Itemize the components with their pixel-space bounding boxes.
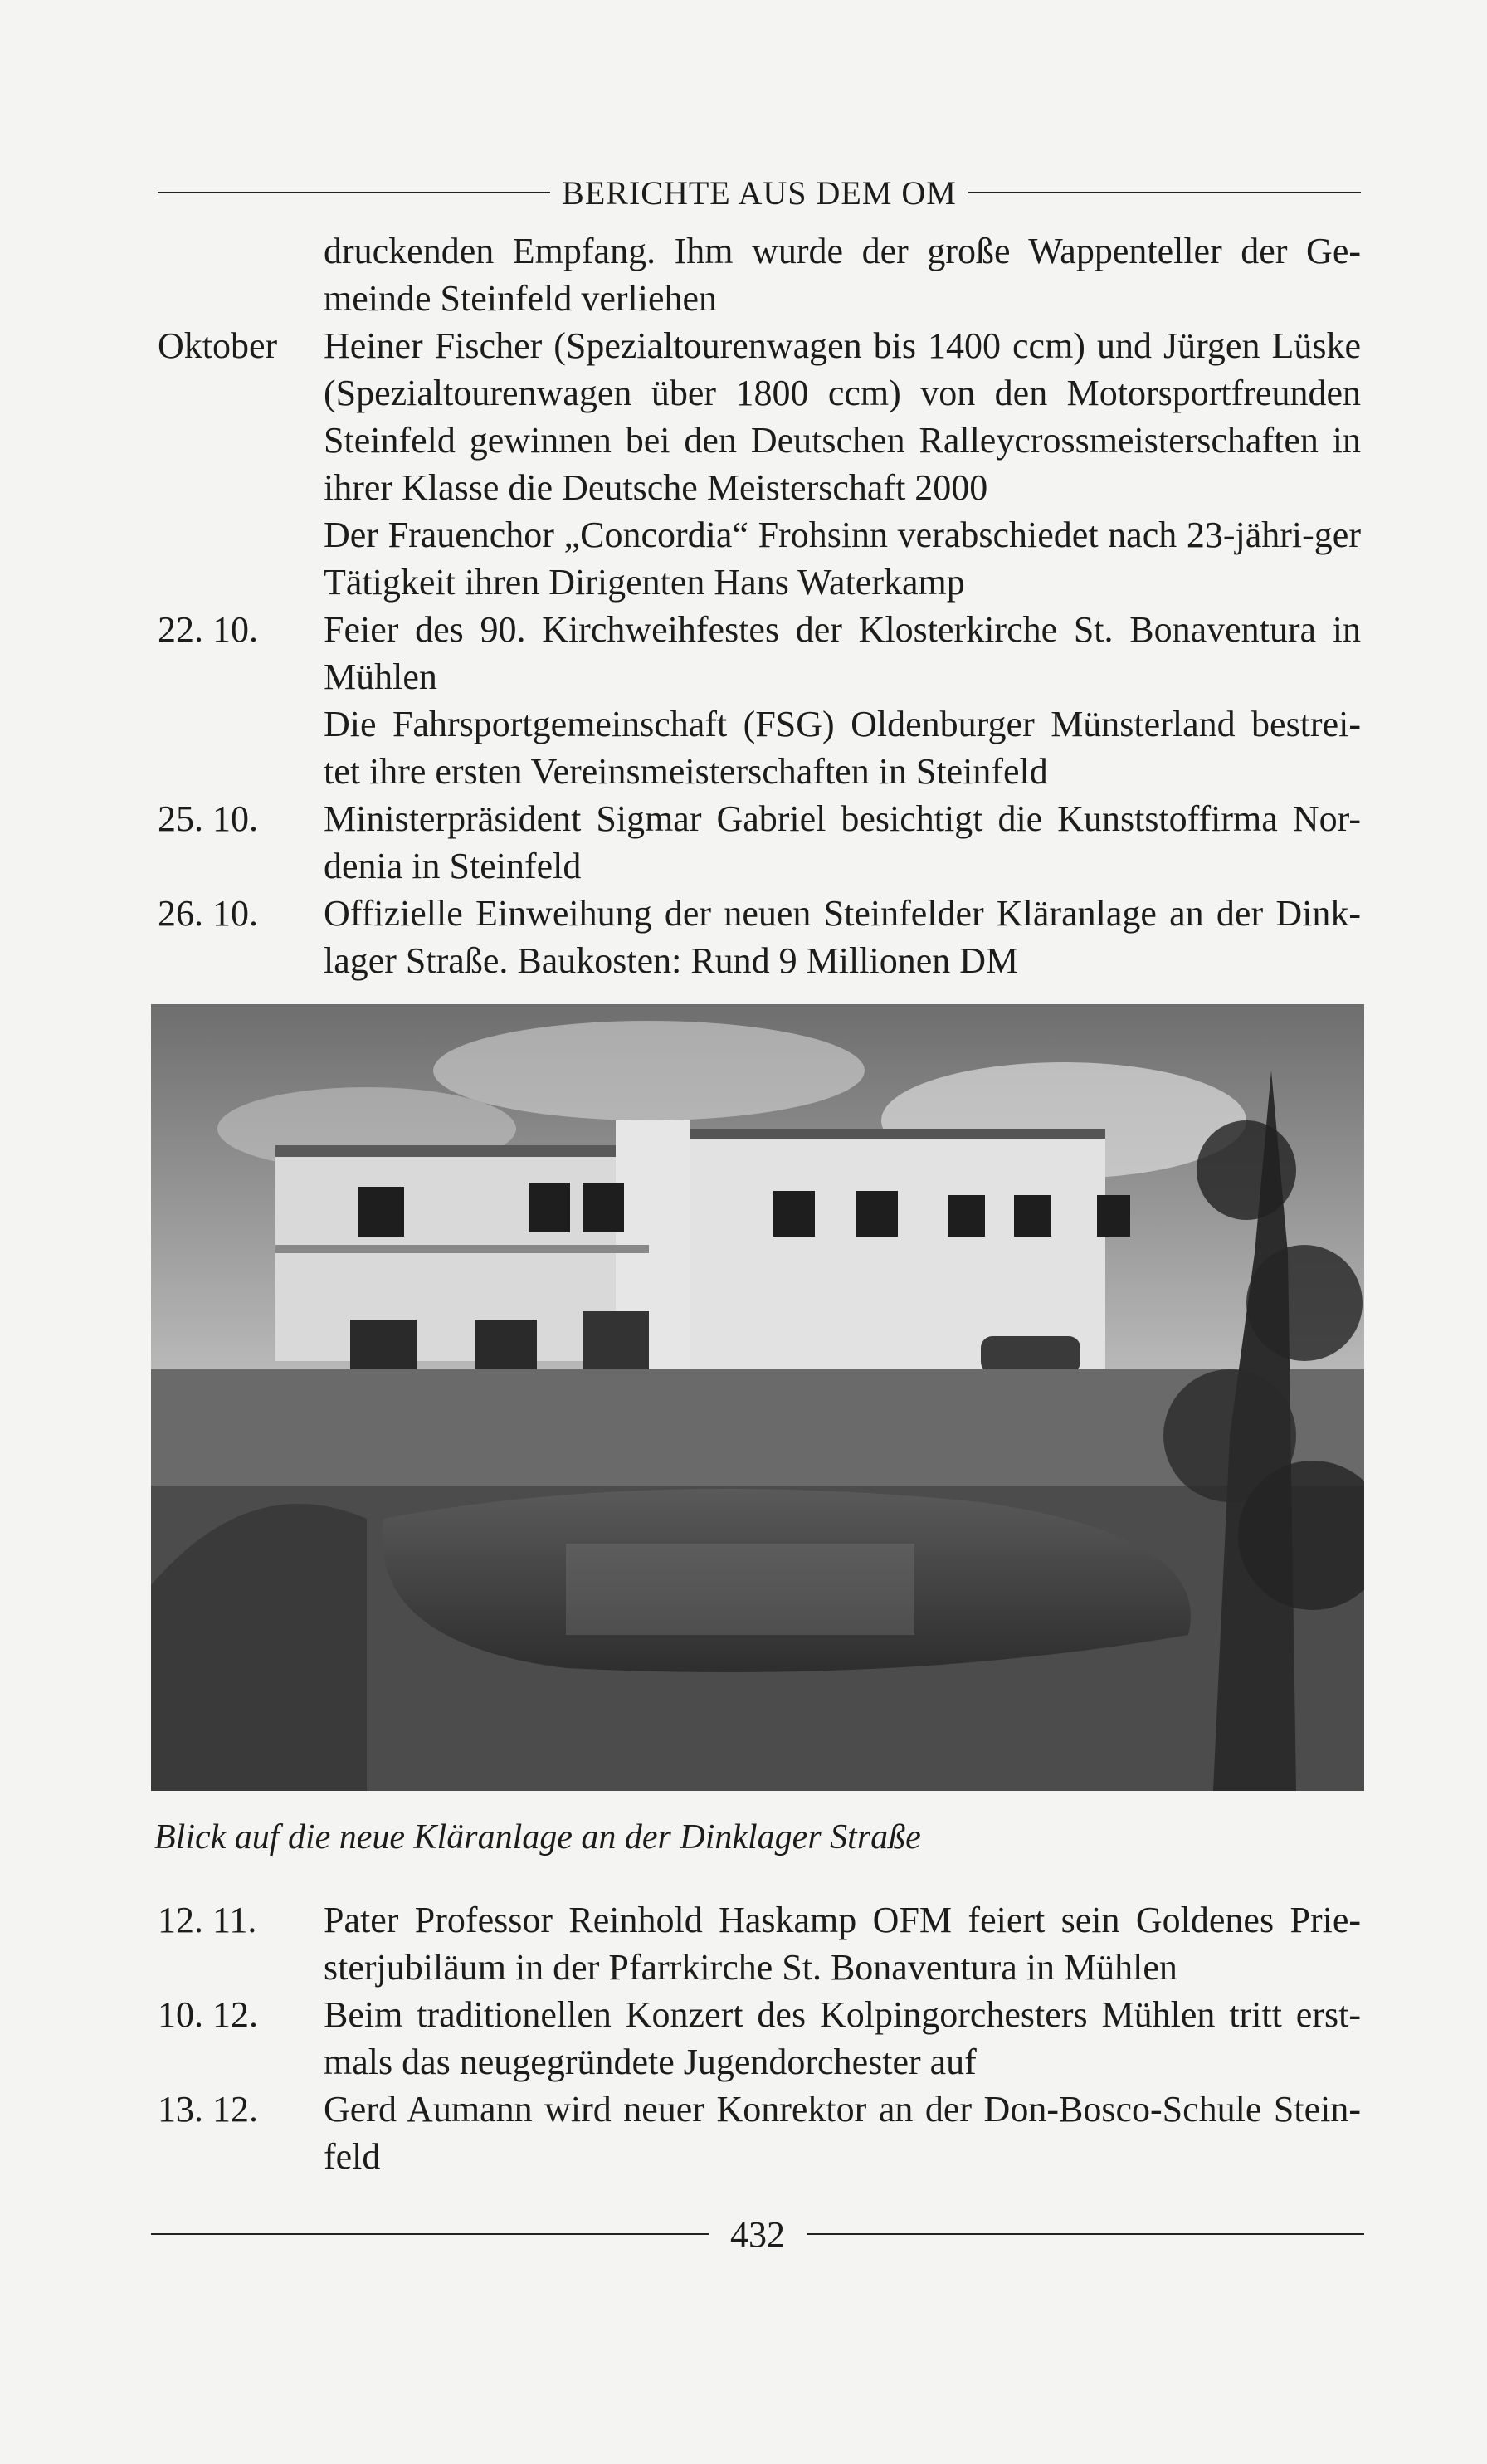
chronicle-entry (158, 700, 1361, 795)
entry-text: Pater Professor Reinhold Haskamp OFM feiert sein Goldenes Prie-sterjubiläum in der Pfarrkirche St. Bonaventura in Mühlen (324, 1900, 1361, 1988)
chronicle-entries-top (158, 227, 1361, 984)
chronicle-entry (158, 322, 1361, 511)
entry-date: 25. 10. (158, 798, 258, 839)
entry-text: Die Fahrsportgemeinschaft (FSG) Oldenburger Münsterland bestrei-tet ihre ersten Vereinsmeisterschaften in Steinfeld (324, 704, 1361, 792)
entry-date: 12. 11. (158, 1900, 257, 1940)
chronicle-entry (158, 795, 1361, 890)
chronicle-entry (158, 1991, 1361, 2086)
entry-date: 13. 12. (158, 2089, 258, 2130)
footer-rule-left (151, 2233, 709, 2235)
chronicle-entry (158, 890, 1361, 984)
entry-date: 22. 10. (158, 609, 258, 650)
entry-date (158, 227, 324, 322)
entry-date: Oktober (158, 325, 278, 366)
header-rule-right (968, 192, 1361, 193)
photo-building-pond-icon (151, 1004, 1364, 1791)
page-number: 432 (730, 2213, 785, 2255)
entry-text: Offizielle Einweihung der neuen Steinfelder Kläranlage an der Dink-lager Straße. Baukosten: Rund 9 Millionen DM (324, 893, 1361, 981)
entry-text: Der Frauenchor „Concordia“ Frohsinn verabschiedet nach 23-jähri-ger Tätigkeit ihren Dirigenten Hans Waterkamp (324, 515, 1361, 603)
entry-text: Feier des 90. Kirchweihfestes der Klosterkirche St. Bonaventura in Mühlen (324, 609, 1361, 697)
photo-caption: Blick auf die neue Kläranlage an der Dinklager Straße (154, 1818, 921, 1857)
photo-sewage-plant (151, 1004, 1364, 1791)
entry-text: Ministerpräsident Sigmar Gabriel besichtigt die Kunststoffirma Nor-denia in Steinfeld (324, 798, 1361, 886)
chronicle-entry (158, 511, 1361, 606)
chronicle-entry (158, 2086, 1361, 2180)
entry-date: 26. 10. (158, 893, 258, 934)
entry-text: druckenden Empfang. Ihm wurde der große Wappenteller der Ge-meinde Steinfeld verliehen (324, 231, 1361, 319)
chronicle-entry (158, 1896, 1361, 1991)
chronicle-entries-bottom (158, 1896, 1361, 2180)
page-footer (151, 2208, 1364, 2261)
entry-date: 10. 12. (158, 1994, 258, 2035)
entry-date (158, 511, 324, 606)
footer-rule-right (807, 2233, 1364, 2235)
running-header-title: BERICHTE AUS DEM OM (562, 173, 957, 212)
chronicle-entry (158, 227, 1361, 322)
entry-date (158, 700, 324, 795)
chronicle-entry (158, 606, 1361, 700)
entry-text: Heiner Fischer (Spezialtourenwagen bis 1400 ccm) und Jürgen Lüske (Spezialtourenwagen über 1800 ccm) von den Motorsportfreunden Steinfeld gewinnen bei den Deutschen Ralleycrossmeisterschaften in ihrer Klasse die Deutsche Meisterschaft 2000 (324, 325, 1361, 508)
entry-text: Gerd Aumann wird neuer Konrektor an der Don-Bosco-Schule Stein-feld (324, 2089, 1361, 2177)
entry-text: Beim traditionellen Konzert des Kolpingorchesters Mühlen tritt erst-mals das neugegründete Jugendorchester auf (324, 1994, 1361, 2082)
header-rule-left (158, 192, 550, 193)
running-header (158, 166, 1361, 219)
